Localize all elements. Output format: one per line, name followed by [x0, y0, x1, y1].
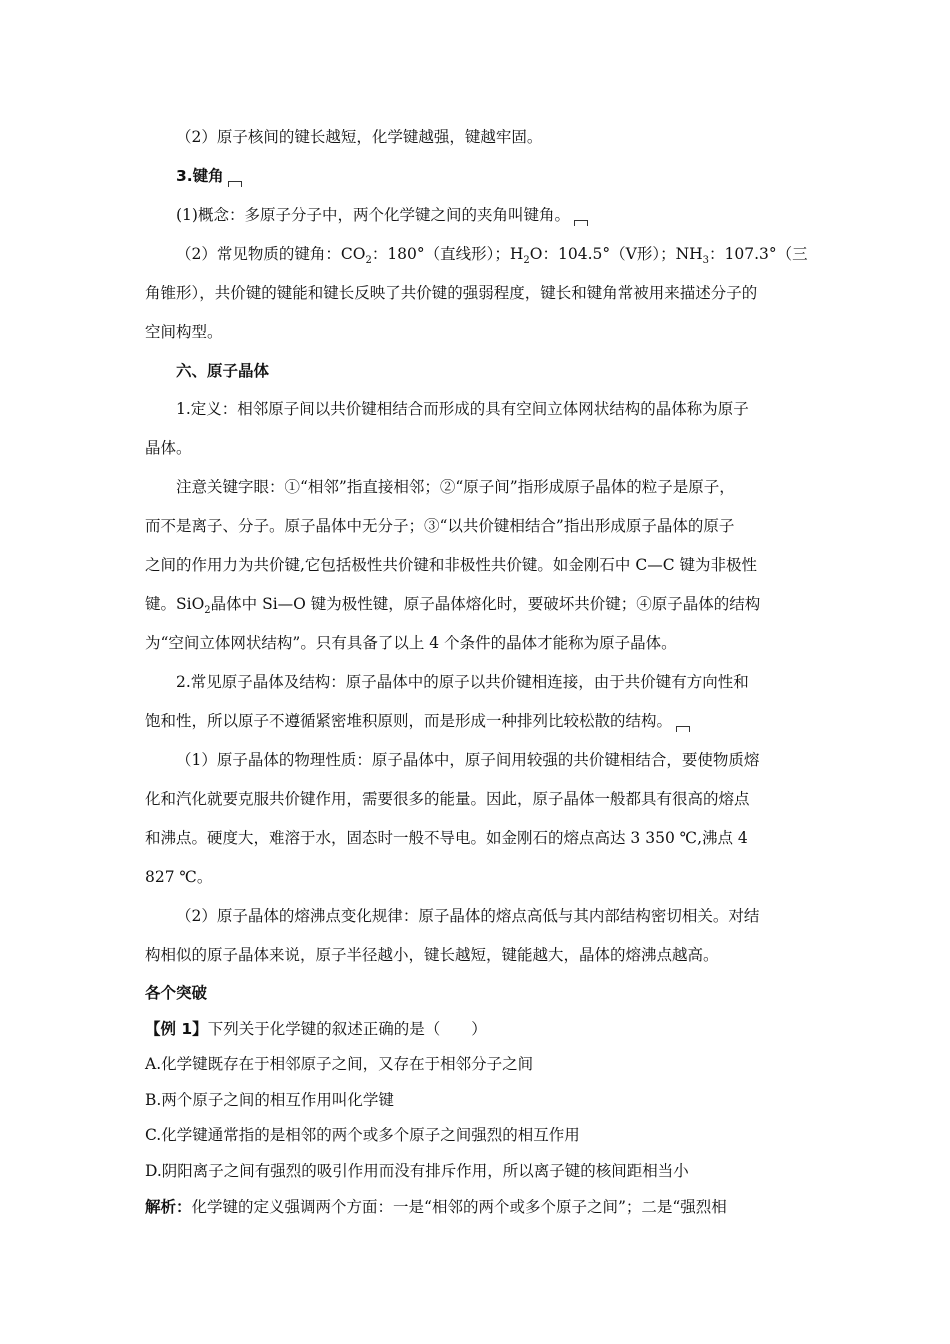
structure-line-1: 2.常见原子晶体及结构：原子晶体中的原子以共价键相连接，由于共价键有方向性和 — [176, 673, 749, 691]
common-bond-angles-line-2: 角锥形），共价键的键能和键长反映了共价键的强弱程度，键长和键角常被用来描述分子的 — [145, 284, 758, 302]
subscript: 2 — [204, 605, 211, 617]
edit-mark-icon — [574, 220, 588, 226]
heading-text: 3.键角 — [176, 167, 224, 185]
edit-mark-icon — [228, 181, 242, 187]
analysis-label: 解析： — [145, 1198, 192, 1216]
question-text: 下列关于化学键的叙述正确的是（ ） — [207, 1020, 487, 1038]
option-a: A.化学键既存在于相邻原子之间，又存在于相邻分子之间 — [145, 1055, 534, 1073]
option-d: D.阴阳离子之间有强烈的吸引作用而没有排斥作用，所以离子键的核间距相当小 — [145, 1162, 689, 1180]
example-question — [145, 1018, 487, 1040]
bond-angle-concept — [176, 204, 588, 226]
text-run: 键。SiO — [145, 595, 205, 613]
note-line-1: 注意关键字眼：①“相邻”指直接相邻；②“原子间”指形成原子晶体的粒子是原子， — [176, 478, 735, 496]
definition-line-1: 1.定义：相邻原子间以共价键相结合而形成的具有空间立体网状结构的晶体称为原子 — [176, 400, 749, 418]
text-run: 晶体中 Si—O 键为极性键，原子晶体熔化时，要破坏共价键；④原子晶体的结构 — [210, 595, 761, 613]
analysis-text: 化学键的定义强调两个方面：一是“相邻的两个或多个原子之间”；二是“强烈相 — [191, 1198, 727, 1216]
text-run: （2）常见物质的键角：CO — [176, 245, 366, 263]
subscript: 3 — [702, 255, 710, 267]
concept-text: (1)概念：多原子分子中，两个化学键之间的夹角叫键角。 — [176, 206, 570, 224]
example-label: 【例 1】 — [145, 1020, 208, 1038]
section-heading-bond-angle — [176, 165, 242, 187]
subscript: 2 — [365, 255, 372, 267]
melting-rule-line-2: 构相似的原子晶体来说，原子半径越小，键长越短，键能越大，晶体的熔沸点越高。 — [145, 946, 719, 964]
section-heading-atomic-crystal: 六、原子晶体 — [176, 362, 270, 380]
definition-line-2: 晶体。 — [145, 439, 192, 457]
subscript: 2 — [523, 255, 530, 267]
note-line-4 — [145, 593, 760, 622]
physical-properties-line-4: 827 ℃。 — [145, 868, 213, 886]
text-run: 饱和性，所以原子不遵循紧密堆积原则，而是形成一种排列比较松散的结构。 — [145, 712, 673, 730]
edit-mark-icon — [676, 726, 690, 732]
common-bond-angles-line-3: 空间构型。 — [145, 323, 223, 341]
analysis-line — [145, 1196, 727, 1218]
physical-properties-line-2: 化和汽化就要克服共价键作用，需要很多的能量。因此，原子晶体一般都具有很高的熔点 — [145, 790, 750, 808]
physical-properties-line-1: （1）原子晶体的物理性质：原子晶体中，原子间用较强的共价键相结合，要使物质熔 — [176, 751, 760, 769]
text-run: ：107.3°（三 — [709, 245, 808, 263]
section-heading-breakthrough: 各个突破 — [145, 984, 208, 1002]
melting-rule-line-1: （2）原子晶体的熔沸点变化规律：原子晶体的熔点高低与其内部结构密切相关。对结 — [176, 907, 760, 925]
common-bond-angles-line-1 — [176, 243, 808, 272]
text-run: ：180°（直线形）；H — [371, 245, 524, 263]
note-line-3: 之间的作用力为共价键,它包括极性共价键和非极性共价键。如金刚石中 C—C 键为非极性 — [145, 556, 758, 574]
note-line-2: 而不是离子、分子。原子晶体中无分子；③“以共价键相结合”指出形成原子晶体的原子 — [145, 517, 735, 535]
text-run: O：104.5°（V形）；NH — [529, 245, 703, 263]
option-c: C.化学键通常指的是相邻的两个或多个原子之间强烈的相互作用 — [145, 1126, 580, 1144]
note-line-5: 为“空间立体网状结构”。只有具备了以上 4 个条件的晶体才能称为原子晶体。 — [145, 634, 677, 652]
bond-length-point: （2）原子核间的键长越短，化学键越强，键越牢固。 — [176, 128, 543, 146]
physical-properties-line-3: 和沸点。硬度大，难溶于水，固态时一般不导电。如金刚石的熔点高达 3 350 ℃,沸点 4 — [145, 829, 748, 847]
structure-line-2 — [145, 710, 690, 732]
option-b: B.两个原子之间的相互作用叫化学键 — [145, 1091, 394, 1109]
